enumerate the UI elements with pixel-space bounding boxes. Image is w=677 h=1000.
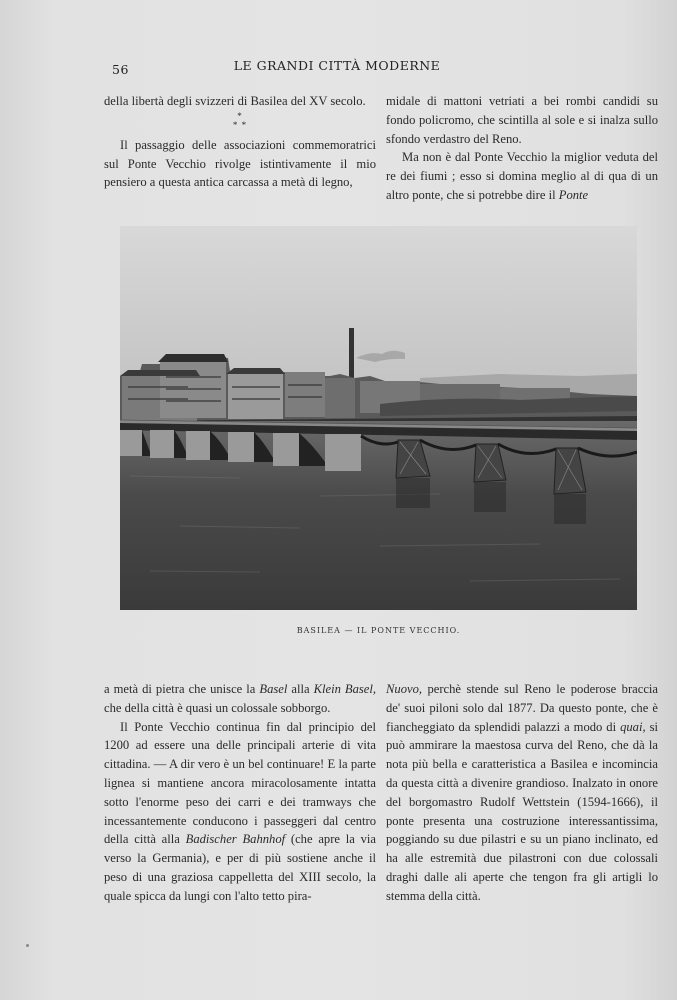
paragraph: midale di mattoni vetriati a bei rombi candidi su fondo policromo, che scintilla al sole e si inalza sullo sfondo verdastro del Reno. [386,94,658,146]
paragraph: Il Ponte Vecchio continua fin dal principio del 1200 ad essere una delle principali arterie di vita cittadina. — A dir vero è un bel continuare! E la parte lignea si mantiene ancora miracolosamente intatta sotto l'enorme peso dei carri e dei tramways che incessantemente conducono i passeggeri dal centro della città alla Badischer Bahnhof (che apre la via verso la Germania), e per di più sostiene anche il peso di una graziosa cappelletta del XIII secolo, la quale spicca da lungi con l'alto tetto pira- [104,719,377,903]
section-asterism: * * * [232,110,248,130]
paragraph: Ma non è dal Ponte Vecchio la miglior veduta del re dei fiumi ; esso si domina meglio al di qua di un altro ponte, che si potrebbe dire il Ponte [386,150,658,202]
page-number: 56 [112,62,129,77]
figure-caption: BASILEA — IL PONTE VECCHIO. [296,626,461,635]
photo-illustration [120,226,637,610]
page-header [112,58,562,78]
paragraph: a metà di pietra che unisce la Basel alla Klein Basel, che della città è quasi un colossale sobborgo. [104,682,377,715]
paragraph: Il passaggio delle associazioni commemoratrici sul Ponte Vecchio rivolge istintivamente il mio pensiero a questa antica carcassa a metà di legno, [104,137,376,190]
bottom-left-column [104,680,376,906]
paragraph: Nuovo, perchè stende sul Reno le poderose braccia de' suoi piloni solo dal 1877. Da questo ponte, che è fiancheggiato da splendidi palazzi a modo di quai, si può ammirare la maestosa curva del Reno, che dà la nota più bella e caratteristica a Basilea e incomincia da questa città a divenire grandioso. Inalzato in onore del borgomastro Rudolf Wettstein (1594-1666), il ponte presenta una costruzione interessantissima, poggiando su due pilastri e su un piano inclinato, ed ha alle estremità due pilastroni con due colossali draghi dalle ali aperte che tengon fra gli artigli lo stemma della città. [386,682,658,903]
paragraph: della libertà degli svizzeri di Basilea del XV secolo. [104,94,366,108]
bottom-right-column [386,680,658,906]
running-head: LE GRANDI CITTÀ MODERNE [233,58,441,73]
paper-speck [26,944,29,947]
top-left-column [104,92,376,192]
top-right-column [386,92,658,205]
bridge-photograph [120,226,637,610]
